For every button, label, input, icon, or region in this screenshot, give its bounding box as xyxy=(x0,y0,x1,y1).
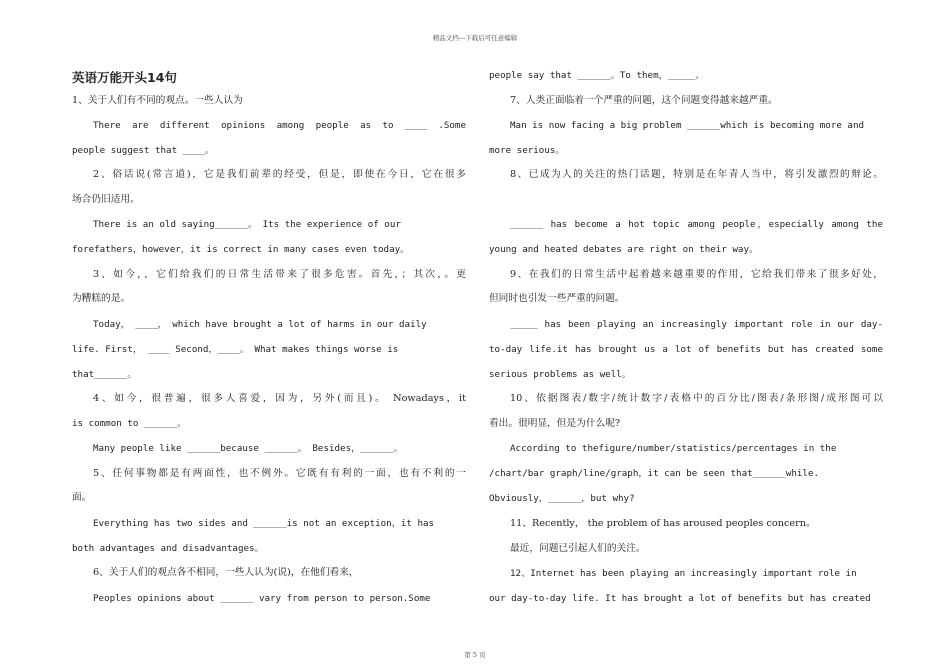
text-line: Peoples opinions about ______ vary from person to person.Some xyxy=(93,593,431,604)
text-line: is common to ______。 xyxy=(72,418,187,429)
text-line: our day-to-day life. It has brought a lot of benefits but has created xyxy=(489,593,871,604)
text-line: life. First， ____ Second，____。 What makes things worse is xyxy=(72,344,399,355)
text-line: more serious。 xyxy=(489,145,565,156)
text-line: people suggest that ____。 xyxy=(72,145,214,156)
text-line: 8、已成为人的关注的热门话题，特别是在年青人当中，将引发激烈的辩论。 xyxy=(510,169,883,180)
text-line: /chart/bar graph/line/graph，it can be seen that______while. xyxy=(489,468,820,479)
text-line: There are different opinions among people as to ____ .Some xyxy=(93,120,466,131)
text-line: 4、如今，很普遍，很多人喜爱，因为，另外(而且)。 Nowadays，it xyxy=(93,393,466,404)
text-line: 看出。很明显，但是为什么呢? xyxy=(489,418,621,429)
text-line: 场合仍旧适用。 xyxy=(72,194,140,205)
text-line: 1、关于人们有不同的观点。一些人认为 xyxy=(72,95,243,106)
text-line: ______ has become a hot topic among people，especially among the xyxy=(510,219,883,230)
text-line: 7、人类正面临着一个严重的问题，这个问题变得越来越严重。 xyxy=(510,95,778,106)
text-line: both advantages and disadvantages。 xyxy=(72,543,264,554)
text-line: 但同时也引发一些严重的问题。 xyxy=(489,293,625,304)
text-line: 最近，问题已引起人们的关注。 xyxy=(510,543,646,554)
text-line: 10、依据图表/数字/统计数字/表格中的百分比/图表/条形图/成形图可以 xyxy=(510,393,883,404)
text-line: that______。 xyxy=(72,369,137,380)
text-line: _____ has been playing an increasingly important role in our day- xyxy=(510,319,883,330)
text-line: 9、在我们的日常生活中起着越来越重要的作用，它给我们带来了很多好处， xyxy=(510,269,883,280)
text-line: to-day life.it has brought us a lot of benefits but has created some xyxy=(489,344,883,355)
text-line: 12、Internet has been playing an increasingly important role in xyxy=(510,568,857,579)
text-line: serious problems as well。 xyxy=(489,369,631,380)
text-line: Many people like ______because ______。 Besides，______。 xyxy=(93,443,403,454)
text-line: According to thefigure/number/statistics/percentages in the xyxy=(510,443,837,454)
text-line: Obviously，______，but why? xyxy=(489,493,635,504)
document-title: 英语万能开头14句 xyxy=(72,70,177,85)
text-line: forefathers，however，it is correct in many cases even today。 xyxy=(72,244,410,255)
text-line: Today， ____， which have brought a lot of harms in our daily xyxy=(93,319,427,330)
page-header: 精品文档---下载后可任意编辑 xyxy=(432,34,518,42)
text-line: young and heated debates are right on their way。 xyxy=(489,244,759,255)
text-line: 3、如今，，它们给我们的日常生活带来了很多危害。首先，；其次，。更 xyxy=(93,269,466,280)
page-footer: 第 5 页 xyxy=(464,651,486,659)
text-line: 面。 xyxy=(72,492,92,503)
text-line: There is an old saying______。 Its the experience of our xyxy=(93,219,401,230)
text-line: 2、俗话说(常言道)，它是我们前辈的经受，但是，即使在今日，它在很多 xyxy=(93,169,466,180)
text-line: 6、关于人们的观点各不相同，一些人认为(说)，在他们看来， xyxy=(93,567,359,578)
text-line: Everything has two sides and ______is not an exception，it has xyxy=(93,518,435,529)
text-line: 11、Recently， the problem of has aroused peoples concern。 xyxy=(510,518,816,529)
text-line: 5、任何事物都是有两面性，也不例外。它既有有利的一面，也有不利的一 xyxy=(93,468,466,479)
text-line: people say that ______。To them，_____。 xyxy=(489,70,705,81)
text-line: Man is now facing a big problem ______which is becoming more and xyxy=(510,120,865,131)
text-line: 为糟糕的是。 xyxy=(72,293,131,304)
